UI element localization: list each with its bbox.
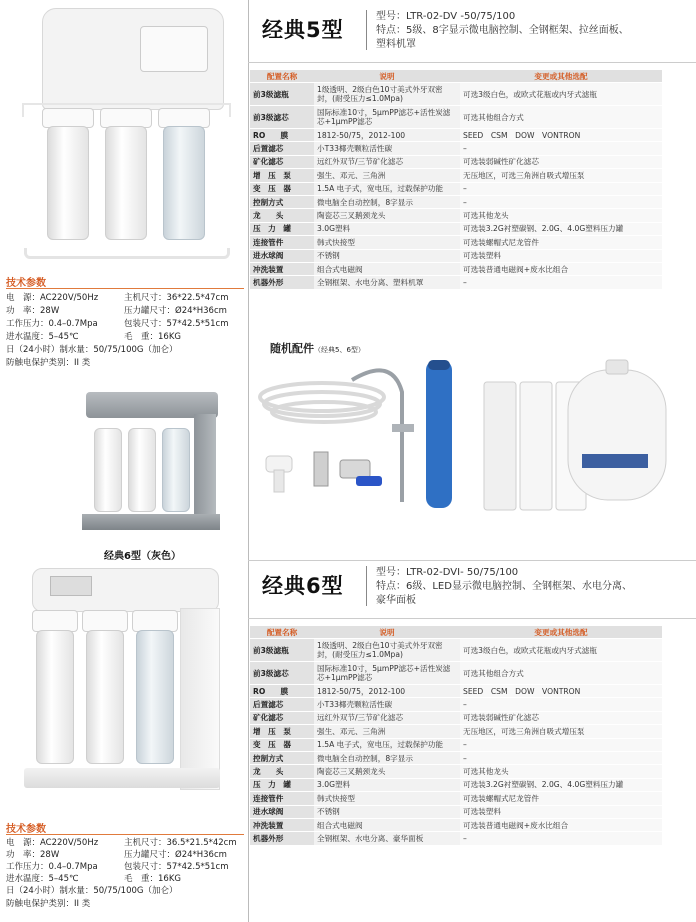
section1-model-no: 型号：LTR-02-DV -50/75/100 <box>376 11 516 22</box>
table-cell-desc: 微电脑全自动控制，8字显示 <box>314 195 460 208</box>
column-divider <box>248 0 249 922</box>
table-row <box>250 106 662 129</box>
table-cell-desc: 韩式快接型 <box>314 236 460 249</box>
section1-header-rule <box>248 62 696 63</box>
table-cell-desc: 强生、邓元、三角洲 <box>314 725 460 738</box>
table-row <box>250 155 662 168</box>
table-row <box>250 249 662 262</box>
table-row <box>250 195 662 208</box>
table-cell-name: 前3级滤瓶 <box>250 639 314 662</box>
table-cell-desc: 远红外双节/三节矿化滤芯 <box>314 155 460 168</box>
table-cell-opt: 可选其他组合方式 <box>460 662 662 685</box>
table-row <box>250 142 662 155</box>
table-cell-desc: 3.0G塑料 <box>314 778 460 791</box>
table-header-cell: 配置名称 <box>250 626 314 639</box>
pressure-tank-icon <box>568 360 666 500</box>
table-header-cell: 说明 <box>314 626 460 639</box>
table-cell-opt: 可选装3.2G衬塑碳钢、2.0G、4.0G塑料压力罐 <box>460 222 662 235</box>
table-cell-name: RO 膜 <box>250 129 314 142</box>
table-cell-name: 增 压 泵 <box>250 725 314 738</box>
table-cell-opt: 可选装3.2G衬塑碳钢、2.0G、4.0G塑料压力罐 <box>460 778 662 791</box>
table-cell-opt: 无压地区，可选三角洲自吸式增压泵 <box>460 169 662 182</box>
table-cell-desc: 组合式电磁阀 <box>314 262 460 275</box>
table-cell-opt: SEED CSM DOW VONTRON <box>460 685 662 698</box>
table-cell-desc: 小T33椰壳颗粒活性碳 <box>314 698 460 711</box>
specs2-temp: 进水温度：5–45℃ <box>6 874 79 884</box>
product-image-classic6 <box>20 568 230 808</box>
table-row <box>250 805 662 818</box>
table-cell-opt: – <box>460 738 662 751</box>
table-row <box>250 778 662 791</box>
specs2-shock: 防触电保护类别：II 类 <box>6 899 91 909</box>
table-row <box>250 169 662 182</box>
table-row <box>250 276 662 289</box>
table-cell-name: 进水球阀 <box>250 805 314 818</box>
section1-features-1: 特点：5级、8字显示微电脑控制、全钢框架、拉丝面板、 <box>376 25 629 36</box>
section2-model-no: 型号：LTR-02-DVI- 50/75/100 <box>376 567 519 578</box>
specs2-weight: 毛 重：16KG <box>124 874 181 884</box>
table-header-row <box>250 626 662 639</box>
table-header-cell: 变更或其他选配 <box>460 70 662 83</box>
table-cell-desc: 1.5A 电子式，宽电压，过载保护功能 <box>314 738 460 751</box>
table-header-cell: 配置名称 <box>250 70 314 83</box>
table-cell-desc: 小T33椰壳颗粒活性碳 <box>314 142 460 155</box>
table-row <box>250 83 662 106</box>
table-cell-name: RO 膜 <box>250 685 314 698</box>
table-cell-desc: 不锈钢 <box>314 249 460 262</box>
table-cell-name: 压 力 罐 <box>250 778 314 791</box>
specs1-pack: 包装尺寸：57*42.5*51cm <box>124 319 229 329</box>
table-cell-opt: SEED CSM DOW VONTRON <box>460 129 662 142</box>
table-cell-opt: 可选装普通电磁阀+废水比组合 <box>460 262 662 275</box>
table-row <box>250 222 662 235</box>
table-cell-name: 龙 头 <box>250 765 314 778</box>
specs1-title: 技术参数 <box>6 278 46 289</box>
table-cell-name: 冲洗装置 <box>250 818 314 831</box>
table-cell-desc: 强生、邓元、三角洲 <box>314 169 460 182</box>
table-row <box>250 662 662 685</box>
section-divider <box>248 560 696 561</box>
section1-features-2: 塑料机罩 <box>376 39 416 50</box>
table-cell-opt: 可选装普通电磁阀+废水比组合 <box>460 818 662 831</box>
table-cell-opt: – <box>460 142 662 155</box>
table-row <box>250 182 662 195</box>
table-cell-name: 龙 头 <box>250 209 314 222</box>
specs1-power: 电 源：AC220V/50Hz <box>6 293 99 303</box>
table-cell-name: 压 力 罐 <box>250 222 314 235</box>
table-cell-desc: 1级透明、2级白色10寸美式外牙双密封，(耐受压力≤1.0Mpa) <box>314 83 460 106</box>
table-cell-desc: 全钢框架、水电分离、豪华面板 <box>314 832 460 845</box>
table-cell-name: 变 压 器 <box>250 738 314 751</box>
table-cell-desc: 陶瓷芯三叉鹅颈龙头 <box>314 765 460 778</box>
grey-caption: 经典6型（灰色） <box>104 551 181 562</box>
table-cell-opt: 可选装塑料 <box>460 249 662 262</box>
table-row <box>250 738 662 751</box>
table-cell-name: 前3级滤瓶 <box>250 83 314 106</box>
section2-features-1: 特点：6级、LED显示微电脑控制、全钢框架、水电分离、 <box>376 581 632 592</box>
table-header-cell: 说明 <box>314 70 460 83</box>
table-row <box>250 236 662 249</box>
specs2-title: 技术参数 <box>6 824 46 835</box>
table-cell-desc: 1.5A 电子式，宽电压，过载保护功能 <box>314 182 460 195</box>
table-cell-desc: 1级透明、2级白色10寸美式外牙双密封，(耐受压力≤1.0Mpa) <box>314 639 460 662</box>
specs1-pressure: 工作压力：0.4–0.7Mpa <box>6 319 98 329</box>
table-cell-name: 冲洗装置 <box>250 262 314 275</box>
table-cell-name: 连接管件 <box>250 236 314 249</box>
table-row <box>250 751 662 764</box>
specs2-pack: 包装尺寸：57*42.5*51cm <box>124 862 229 872</box>
table-cell-desc: 组合式电磁阀 <box>314 818 460 831</box>
specs2-wattage: 功 率：28W <box>6 850 60 860</box>
table-cell-name: 连接管件 <box>250 792 314 805</box>
table-row <box>250 685 662 698</box>
specs1-weight: 毛 重：16KG <box>124 332 181 342</box>
table-cell-name: 后置滤芯 <box>250 698 314 711</box>
table-cell-name: 变 压 器 <box>250 182 314 195</box>
table-cell-opt: 可选装螺帽式尼龙管件 <box>460 236 662 249</box>
table-cell-name: 机器外形 <box>250 276 314 289</box>
table-cell-desc: 微电脑全自动控制，8字显示 <box>314 751 460 764</box>
table-cell-opt: 可选装螺帽式尼龙管件 <box>460 792 662 805</box>
section2-model-title: 经典6型 <box>262 574 344 598</box>
table-row <box>250 129 662 142</box>
table-cell-desc: 全钢框架、水电分离、塑料机罩 <box>314 276 460 289</box>
table-row <box>250 698 662 711</box>
table-cell-opt: 可选其他龙头 <box>460 765 662 778</box>
table-cell-opt: 可选其他组合方式 <box>460 106 662 129</box>
table-cell-desc: 1812-50/75，2012-100 <box>314 129 460 142</box>
table-cell-desc: 韩式快接型 <box>314 792 460 805</box>
section2-config-table <box>250 626 662 846</box>
accessories-title-text: 随机配件 <box>270 342 314 355</box>
table-cell-opt: 可选装塑料 <box>460 805 662 818</box>
specs1-shock: 防触电保护类别：II 类 <box>6 358 91 368</box>
table-row <box>250 711 662 724</box>
table-row <box>250 262 662 275</box>
tubing-icon <box>260 383 384 422</box>
table-row <box>250 209 662 222</box>
specs1-wattage: 功 率：28W <box>6 306 60 316</box>
table-cell-name: 进水球阀 <box>250 249 314 262</box>
section1-header-divider <box>366 10 367 50</box>
table-cell-name: 控制方式 <box>250 751 314 764</box>
accessories-image <box>252 352 672 522</box>
specs1-size: 主机尺寸：36*22.5*47cm <box>124 293 229 303</box>
accessories-subtitle: （经典5、6型） <box>314 346 365 354</box>
section2-header-rule <box>248 618 696 619</box>
table-cell-desc: 3.0G塑料 <box>314 222 460 235</box>
section2-header-divider <box>366 566 367 606</box>
specs1-temp: 进水温度：5–45℃ <box>6 332 79 342</box>
table-cell-opt: 可选装弱碱性矿化滤芯 <box>460 711 662 724</box>
table-cell-name: 矿化滤芯 <box>250 155 314 168</box>
table-cell-desc: 远红外双节/三节矿化滤芯 <box>314 711 460 724</box>
table-header-row <box>250 70 662 83</box>
table-cell-opt: – <box>460 276 662 289</box>
specs2-power: 电 源：AC220V/50Hz <box>6 838 99 848</box>
table-cell-name: 前3级滤芯 <box>250 662 314 685</box>
table-cell-opt: – <box>460 698 662 711</box>
table-cell-desc: 国际标准10寸，5μmPP滤芯+活性炭滤芯+1μmPP滤芯 <box>314 106 460 129</box>
specs2-size: 主机尺寸：36.5*21.5*42cm <box>124 838 237 848</box>
table-cell-name: 前3级滤芯 <box>250 106 314 129</box>
table-cell-opt: 可选其他龙头 <box>460 209 662 222</box>
fittings-icon <box>266 452 382 492</box>
section2-features-2: 豪华面板 <box>376 595 416 606</box>
table-cell-opt: – <box>460 182 662 195</box>
ro-membrane-icon <box>426 360 452 508</box>
specs1-rule <box>6 288 244 289</box>
specs2-output: 日（24小时）制水量：50/75/100G（加仑） <box>6 886 178 896</box>
table-cell-opt: 可选装弱碱性矿化滤芯 <box>460 155 662 168</box>
table-row <box>250 792 662 805</box>
specs1-tank: 压力罐尺寸：Ø24*H36cm <box>124 306 227 316</box>
table-cell-desc: 不锈钢 <box>314 805 460 818</box>
table-row <box>250 818 662 831</box>
specs2-pressure: 工作压力：0.4–0.7Mpa <box>6 862 98 872</box>
section1-model-title: 经典5型 <box>262 18 344 42</box>
table-cell-opt: – <box>460 751 662 764</box>
table-cell-name: 后置滤芯 <box>250 142 314 155</box>
table-cell-desc: 国际标准10寸，5μmPP滤芯+活性炭滤芯+1μmPP滤芯 <box>314 662 460 685</box>
product-image-classic6-grey <box>82 392 222 537</box>
table-cell-opt: – <box>460 832 662 845</box>
table-cell-name: 机器外形 <box>250 832 314 845</box>
table-cell-opt: 可选3级白色，或欧式花瓶或内牙式滤瓶 <box>460 83 662 106</box>
table-row <box>250 725 662 738</box>
table-cell-opt: 无压地区，可选三角洲自吸式增压泵 <box>460 725 662 738</box>
table-header-cell: 变更或其他选配 <box>460 626 662 639</box>
table-row <box>250 765 662 778</box>
specs1-output: 日（24小时）制水量：50/75/100G（加仑） <box>6 345 178 355</box>
product-image-classic5 <box>22 8 232 263</box>
table-row <box>250 832 662 845</box>
table-cell-name: 矿化滤芯 <box>250 711 314 724</box>
specs2-rule <box>6 834 244 835</box>
specs2-tank: 压力罐尺寸：Ø24*H36cm <box>124 850 227 860</box>
table-cell-name: 增 压 泵 <box>250 169 314 182</box>
table-row <box>250 639 662 662</box>
table-cell-opt: 可选3级白色，或欧式花瓶或内牙式滤瓶 <box>460 639 662 662</box>
table-cell-desc: 陶瓷芯三叉鹅颈龙头 <box>314 209 460 222</box>
table-cell-desc: 1812-50/75，2012-100 <box>314 685 460 698</box>
section1-config-table <box>250 70 662 290</box>
table-cell-name: 控制方式 <box>250 195 314 208</box>
table-cell-opt: – <box>460 195 662 208</box>
